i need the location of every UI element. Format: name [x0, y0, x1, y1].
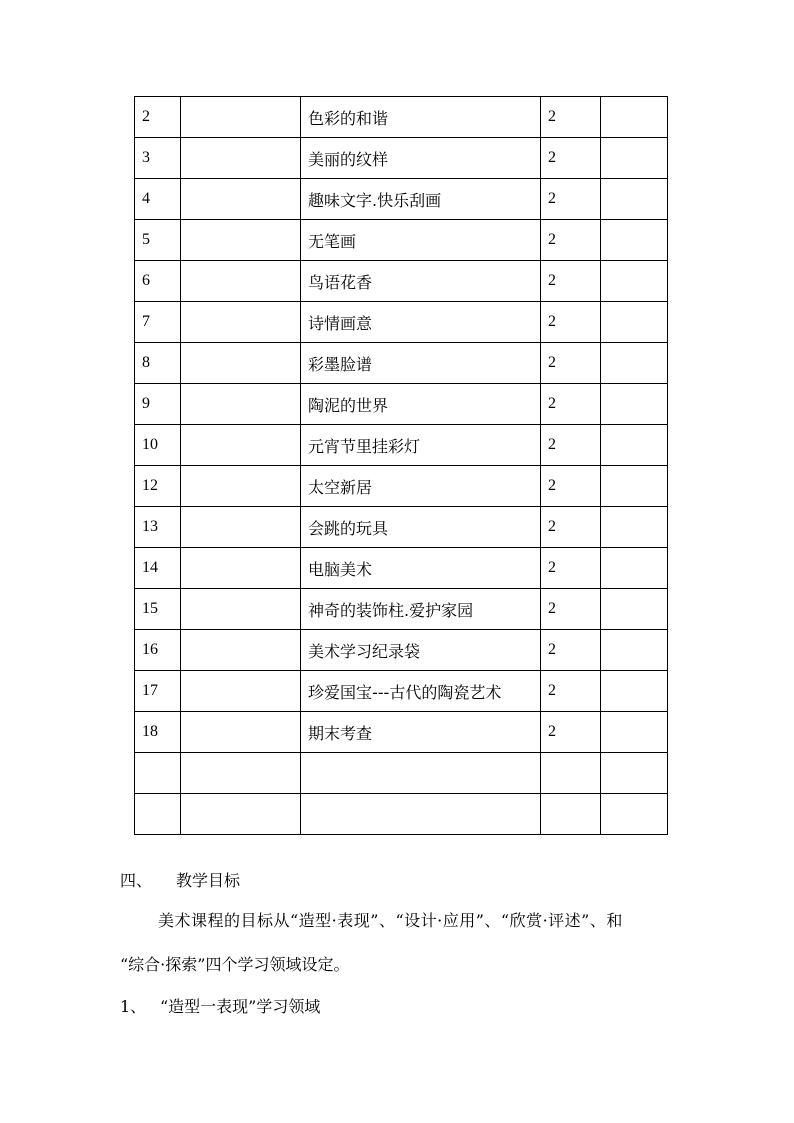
- cell-topic: 诗情画意: [301, 302, 541, 343]
- cell-empty: [601, 548, 668, 589]
- cell-hours: 2: [541, 220, 601, 261]
- cell-topic: 美丽的纹样: [301, 138, 541, 179]
- cell-hours: 2: [541, 425, 601, 466]
- subsection-heading: [120, 994, 320, 1017]
- cell-number: 9: [135, 384, 181, 425]
- cell-empty: [181, 671, 301, 712]
- cell-empty: [181, 753, 301, 794]
- cell-topic: 电脑美术: [301, 548, 541, 589]
- cell-hours: 2: [541, 712, 601, 753]
- cell-topic: 会跳的玩具: [301, 507, 541, 548]
- table-row: [135, 712, 668, 753]
- cell-empty: [601, 302, 668, 343]
- cell-hours: 2: [541, 589, 601, 630]
- cell-hours: 2: [541, 671, 601, 712]
- cell-empty: [601, 671, 668, 712]
- cell-topic: 期末考查: [301, 712, 541, 753]
- cell-empty: [181, 425, 301, 466]
- cell-number: 14: [135, 548, 181, 589]
- cell-hours: 2: [541, 343, 601, 384]
- table-row: [135, 753, 668, 794]
- cell-hours: 2: [541, 302, 601, 343]
- cell-topic: 鸟语花香: [301, 261, 541, 302]
- table-row: [135, 425, 668, 466]
- cell-number: 13: [135, 507, 181, 548]
- table-row: [135, 343, 668, 384]
- table-row: [135, 179, 668, 220]
- cell-empty: [181, 548, 301, 589]
- cell-empty: [601, 630, 668, 671]
- table-row: [135, 671, 668, 712]
- schedule-table: [134, 96, 668, 835]
- cell-number: [135, 794, 181, 835]
- cell-number: [135, 753, 181, 794]
- cell-number: 4: [135, 179, 181, 220]
- cell-empty: [181, 794, 301, 835]
- cell-empty: [181, 630, 301, 671]
- cell-topic: 无笔画: [301, 220, 541, 261]
- table-row: [135, 507, 668, 548]
- cell-empty: [181, 589, 301, 630]
- cell-topic: [301, 753, 541, 794]
- cell-empty: [601, 97, 668, 138]
- cell-hours: 2: [541, 138, 601, 179]
- cell-empty: [181, 261, 301, 302]
- cell-hours: 2: [541, 630, 601, 671]
- cell-number: 2: [135, 97, 181, 138]
- cell-number: 17: [135, 671, 181, 712]
- cell-number: 5: [135, 220, 181, 261]
- cell-topic: [301, 794, 541, 835]
- cell-empty: [601, 589, 668, 630]
- cell-hours: 2: [541, 507, 601, 548]
- cell-empty: [181, 343, 301, 384]
- cell-empty: [601, 753, 668, 794]
- cell-topic: 趣味文字.快乐刮画: [301, 179, 541, 220]
- cell-empty: [181, 179, 301, 220]
- table-row: [135, 466, 668, 507]
- table-row: [135, 220, 668, 261]
- cell-empty: [181, 712, 301, 753]
- cell-empty: [601, 343, 668, 384]
- cell-empty: [601, 384, 668, 425]
- cell-topic: 彩墨脸谱: [301, 343, 541, 384]
- section-number: 四、: [120, 871, 153, 890]
- cell-empty: [601, 220, 668, 261]
- cell-empty: [181, 138, 301, 179]
- cell-number: 3: [135, 138, 181, 179]
- cell-topic: 神奇的装饰柱.爱护家园: [301, 589, 541, 630]
- cell-number: 12: [135, 466, 181, 507]
- cell-hours: 2: [541, 384, 601, 425]
- section-title: 教学目标: [176, 871, 241, 890]
- cell-number: 7: [135, 302, 181, 343]
- cell-empty: [181, 302, 301, 343]
- cell-topic: 陶泥的世界: [301, 384, 541, 425]
- table-row: [135, 302, 668, 343]
- cell-number: 15: [135, 589, 181, 630]
- cell-empty: [601, 425, 668, 466]
- section-heading: [120, 868, 240, 891]
- cell-empty: [181, 384, 301, 425]
- table-row: [135, 261, 668, 302]
- cell-topic: 美术学习纪录袋: [301, 630, 541, 671]
- cell-hours: 2: [541, 179, 601, 220]
- cell-hours: 2: [541, 466, 601, 507]
- cell-empty: [601, 138, 668, 179]
- cell-empty: [181, 220, 301, 261]
- cell-empty: [601, 794, 668, 835]
- cell-hours: [541, 753, 601, 794]
- subsection-number: 1、: [120, 997, 147, 1016]
- paragraph-line-2: “综合·探索”四个学习领域设定。: [120, 955, 350, 974]
- table-body: [135, 97, 668, 835]
- cell-empty: [601, 712, 668, 753]
- cell-empty: [601, 261, 668, 302]
- cell-number: 18: [135, 712, 181, 753]
- cell-empty: [181, 466, 301, 507]
- table-row: [135, 548, 668, 589]
- cell-number: 6: [135, 261, 181, 302]
- table-row: [135, 384, 668, 425]
- table-row: [135, 138, 668, 179]
- table-row: [135, 630, 668, 671]
- cell-topic: 元宵节里挂彩灯: [301, 425, 541, 466]
- cell-topic: 太空新居: [301, 466, 541, 507]
- cell-empty: [601, 507, 668, 548]
- cell-hours: [541, 794, 601, 835]
- cell-number: 8: [135, 343, 181, 384]
- table-row: [135, 97, 668, 138]
- cell-number: 16: [135, 630, 181, 671]
- paragraph-line-1: 美术课程的目标从“造型·表现”、“设计·应用”、“欣赏·评述”、和: [158, 911, 623, 930]
- cell-topic: 色彩的和谐: [301, 97, 541, 138]
- cell-empty: [181, 507, 301, 548]
- subsection-title: “造型一表现”学习领域: [160, 997, 321, 1016]
- cell-empty: [601, 179, 668, 220]
- cell-empty: [601, 466, 668, 507]
- cell-topic: 珍爱国宝---古代的陶瓷艺术: [301, 671, 541, 712]
- cell-hours: 2: [541, 548, 601, 589]
- cell-hours: 2: [541, 97, 601, 138]
- cell-number: 10: [135, 425, 181, 466]
- table-row: [135, 794, 668, 835]
- table-row: [135, 589, 668, 630]
- cell-empty: [181, 97, 301, 138]
- cell-hours: 2: [541, 261, 601, 302]
